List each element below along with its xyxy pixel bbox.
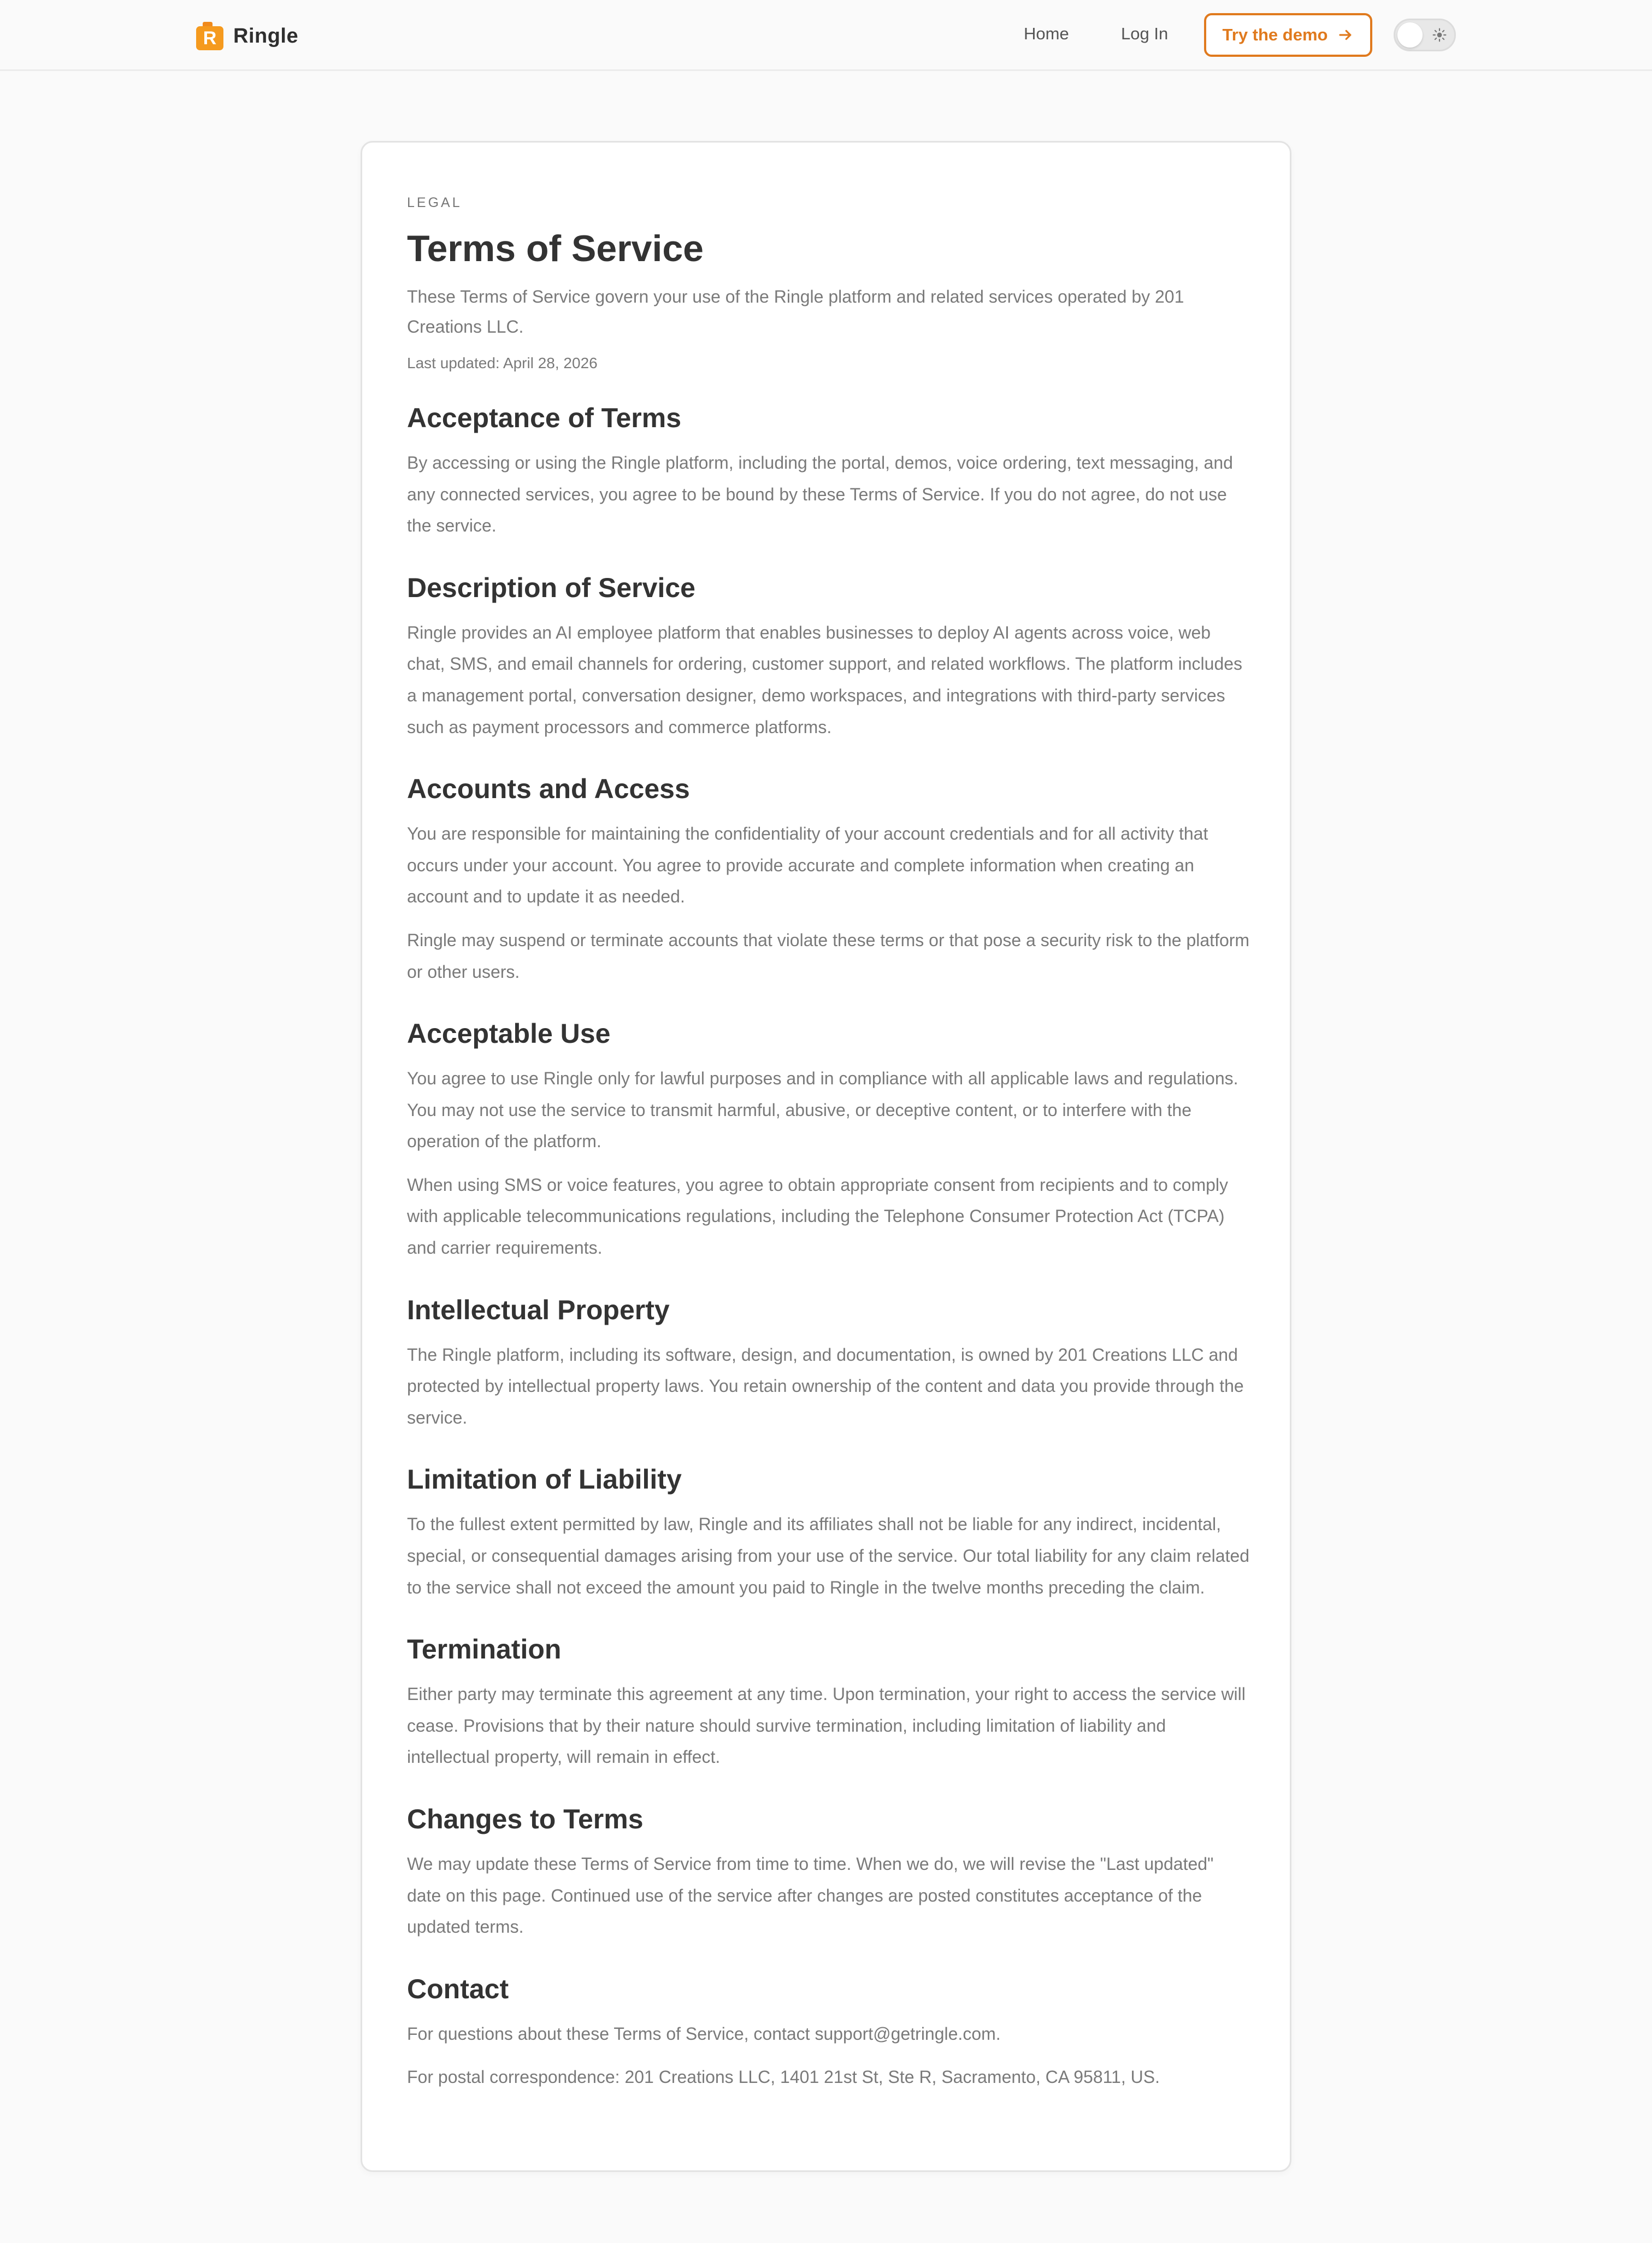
section-termination xyxy=(407,1633,1252,1773)
section-paragraph: By accessing or using the Ringle platform, including the portal, demos, voice ordering, text messaging, and any connected services, you agree to be bound by these Terms of Service. If you do not agree, do not use the service. xyxy=(407,452,1233,536)
sun-icon xyxy=(1432,28,1447,42)
section-title: Intellectual Property xyxy=(407,1294,670,1325)
section-eyebrow: LEGAL xyxy=(407,195,462,210)
section-title: Limitation of Liability xyxy=(407,1464,682,1495)
theme-toggle-knob xyxy=(1397,22,1423,48)
intro-text: These Terms of Service govern your use of the Ringle platform and related services operated by 201 Creations LLC. xyxy=(407,287,1184,337)
section-title: Description of Service xyxy=(407,572,695,603)
try-the-demo-label: Try the demo xyxy=(1222,25,1328,44)
section-accounts-and-access xyxy=(407,772,1252,988)
ringle-logo-icon: R xyxy=(196,22,225,50)
section-limitation-of-liability xyxy=(407,1463,1252,1603)
arrow-right-icon xyxy=(1337,27,1354,43)
section-acceptable-use xyxy=(407,1017,1252,1264)
theme-toggle[interactable] xyxy=(1394,19,1456,51)
last-updated: Last updated: April 28, 2026 xyxy=(407,354,598,371)
section-title: Accounts and Access xyxy=(407,774,690,805)
section-paragraph: Ringle provides an AI employee platform that enables businesses to deploy AI agents across voice, web chat, SMS, and email channels for ordering, customer support, and related workflows. The platform includes a management portal, conversation designer, demo workspaces, and integrations with third-party services such as payment processors and commerce platforms. xyxy=(407,622,1243,737)
section-intellectual-property xyxy=(407,1294,1252,1434)
section-paragraph: You agree to use Ringle only for lawful purposes and in compliance with all applicable laws and regulations. You may not use the service to transmit harmful, abusive, or deceptive content, or to interfere with the operation of the platform. xyxy=(407,1069,1238,1152)
section-paragraph: You are responsible for maintaining the confidentiality of your account credentials and for all activity that occurs under your account. You agree to provide accurate and complete information when creating an account and to update it as needed. xyxy=(407,824,1208,907)
section-contact xyxy=(407,1973,1252,2093)
section-title: Termination xyxy=(407,1634,562,1665)
section-paragraph: To the fullest extent permitted by law, Ringle and its affiliates shall not be liable for any indirect, incidental, special, or consequential damages arising from your use of the service. Our total liability for any claim related to the service shall not exceed the amount you paid to Ringle in the twelve months preceding the claim. xyxy=(407,1514,1250,1597)
terms-card xyxy=(361,141,1291,2172)
section-paragraph: When using SMS or voice features, you agree to obtain appropriate consent from recipients and to comply with applicable telecommunications regulations, including the Telephone Consumer Protection Act (TCPA) and carrier requirements. xyxy=(407,1174,1229,1258)
nav-link-log-in[interactable]: Log In xyxy=(1121,24,1169,43)
section-acceptance-of-terms xyxy=(407,402,1252,542)
try-the-demo-button[interactable] xyxy=(1204,13,1372,57)
nav-link-home[interactable]: Home xyxy=(1024,24,1069,43)
section-title: Changes to Terms xyxy=(407,1804,644,1834)
section-paragraph: For questions about these Terms of Service, contact support@getringle.com. xyxy=(407,2023,1001,2044)
brand-name: Ringle xyxy=(233,24,299,48)
section-title: Acceptable Use xyxy=(407,1018,611,1049)
section-title: Acceptance of Terms xyxy=(407,402,682,433)
section-paragraph: For postal correspondence: 201 Creations LLC, 1401 21st St, Ste R, Sacramento, CA 95811, US. xyxy=(407,2067,1160,2087)
section-paragraph: We may update these Terms of Service from time to time. When we do, we will revise the "Last updated" date on this page. Continued use of the service after changes are posted constitutes acceptance of the updated terms. xyxy=(407,1854,1214,1937)
brand-link[interactable] xyxy=(196,21,298,51)
terms-content xyxy=(407,195,1252,2093)
section-description-of-service xyxy=(407,571,1252,743)
top-navigation-bar xyxy=(0,0,1652,71)
section-paragraph: The Ringle platform, including its software, design, and documentation, is owned by 201 Creations LLC and protected by intellectual property laws. You retain ownership of the content and data you provide through the service. xyxy=(407,1344,1244,1427)
section-changes-to-terms xyxy=(407,1803,1252,1943)
section-paragraph: Either party may terminate this agreement at any time. Upon termination, your right to access the service will cease. Provisions that by their nature should survive termination, including limitation of liability and intellectual property, will remain in effect. xyxy=(407,1684,1246,1767)
section-paragraph: Ringle may suspend or terminate accounts that violate these terms or that pose a security risk to the platform or other users. xyxy=(407,930,1250,982)
section-title: Contact xyxy=(407,1973,509,2004)
page-title: Terms of Service xyxy=(407,228,704,269)
